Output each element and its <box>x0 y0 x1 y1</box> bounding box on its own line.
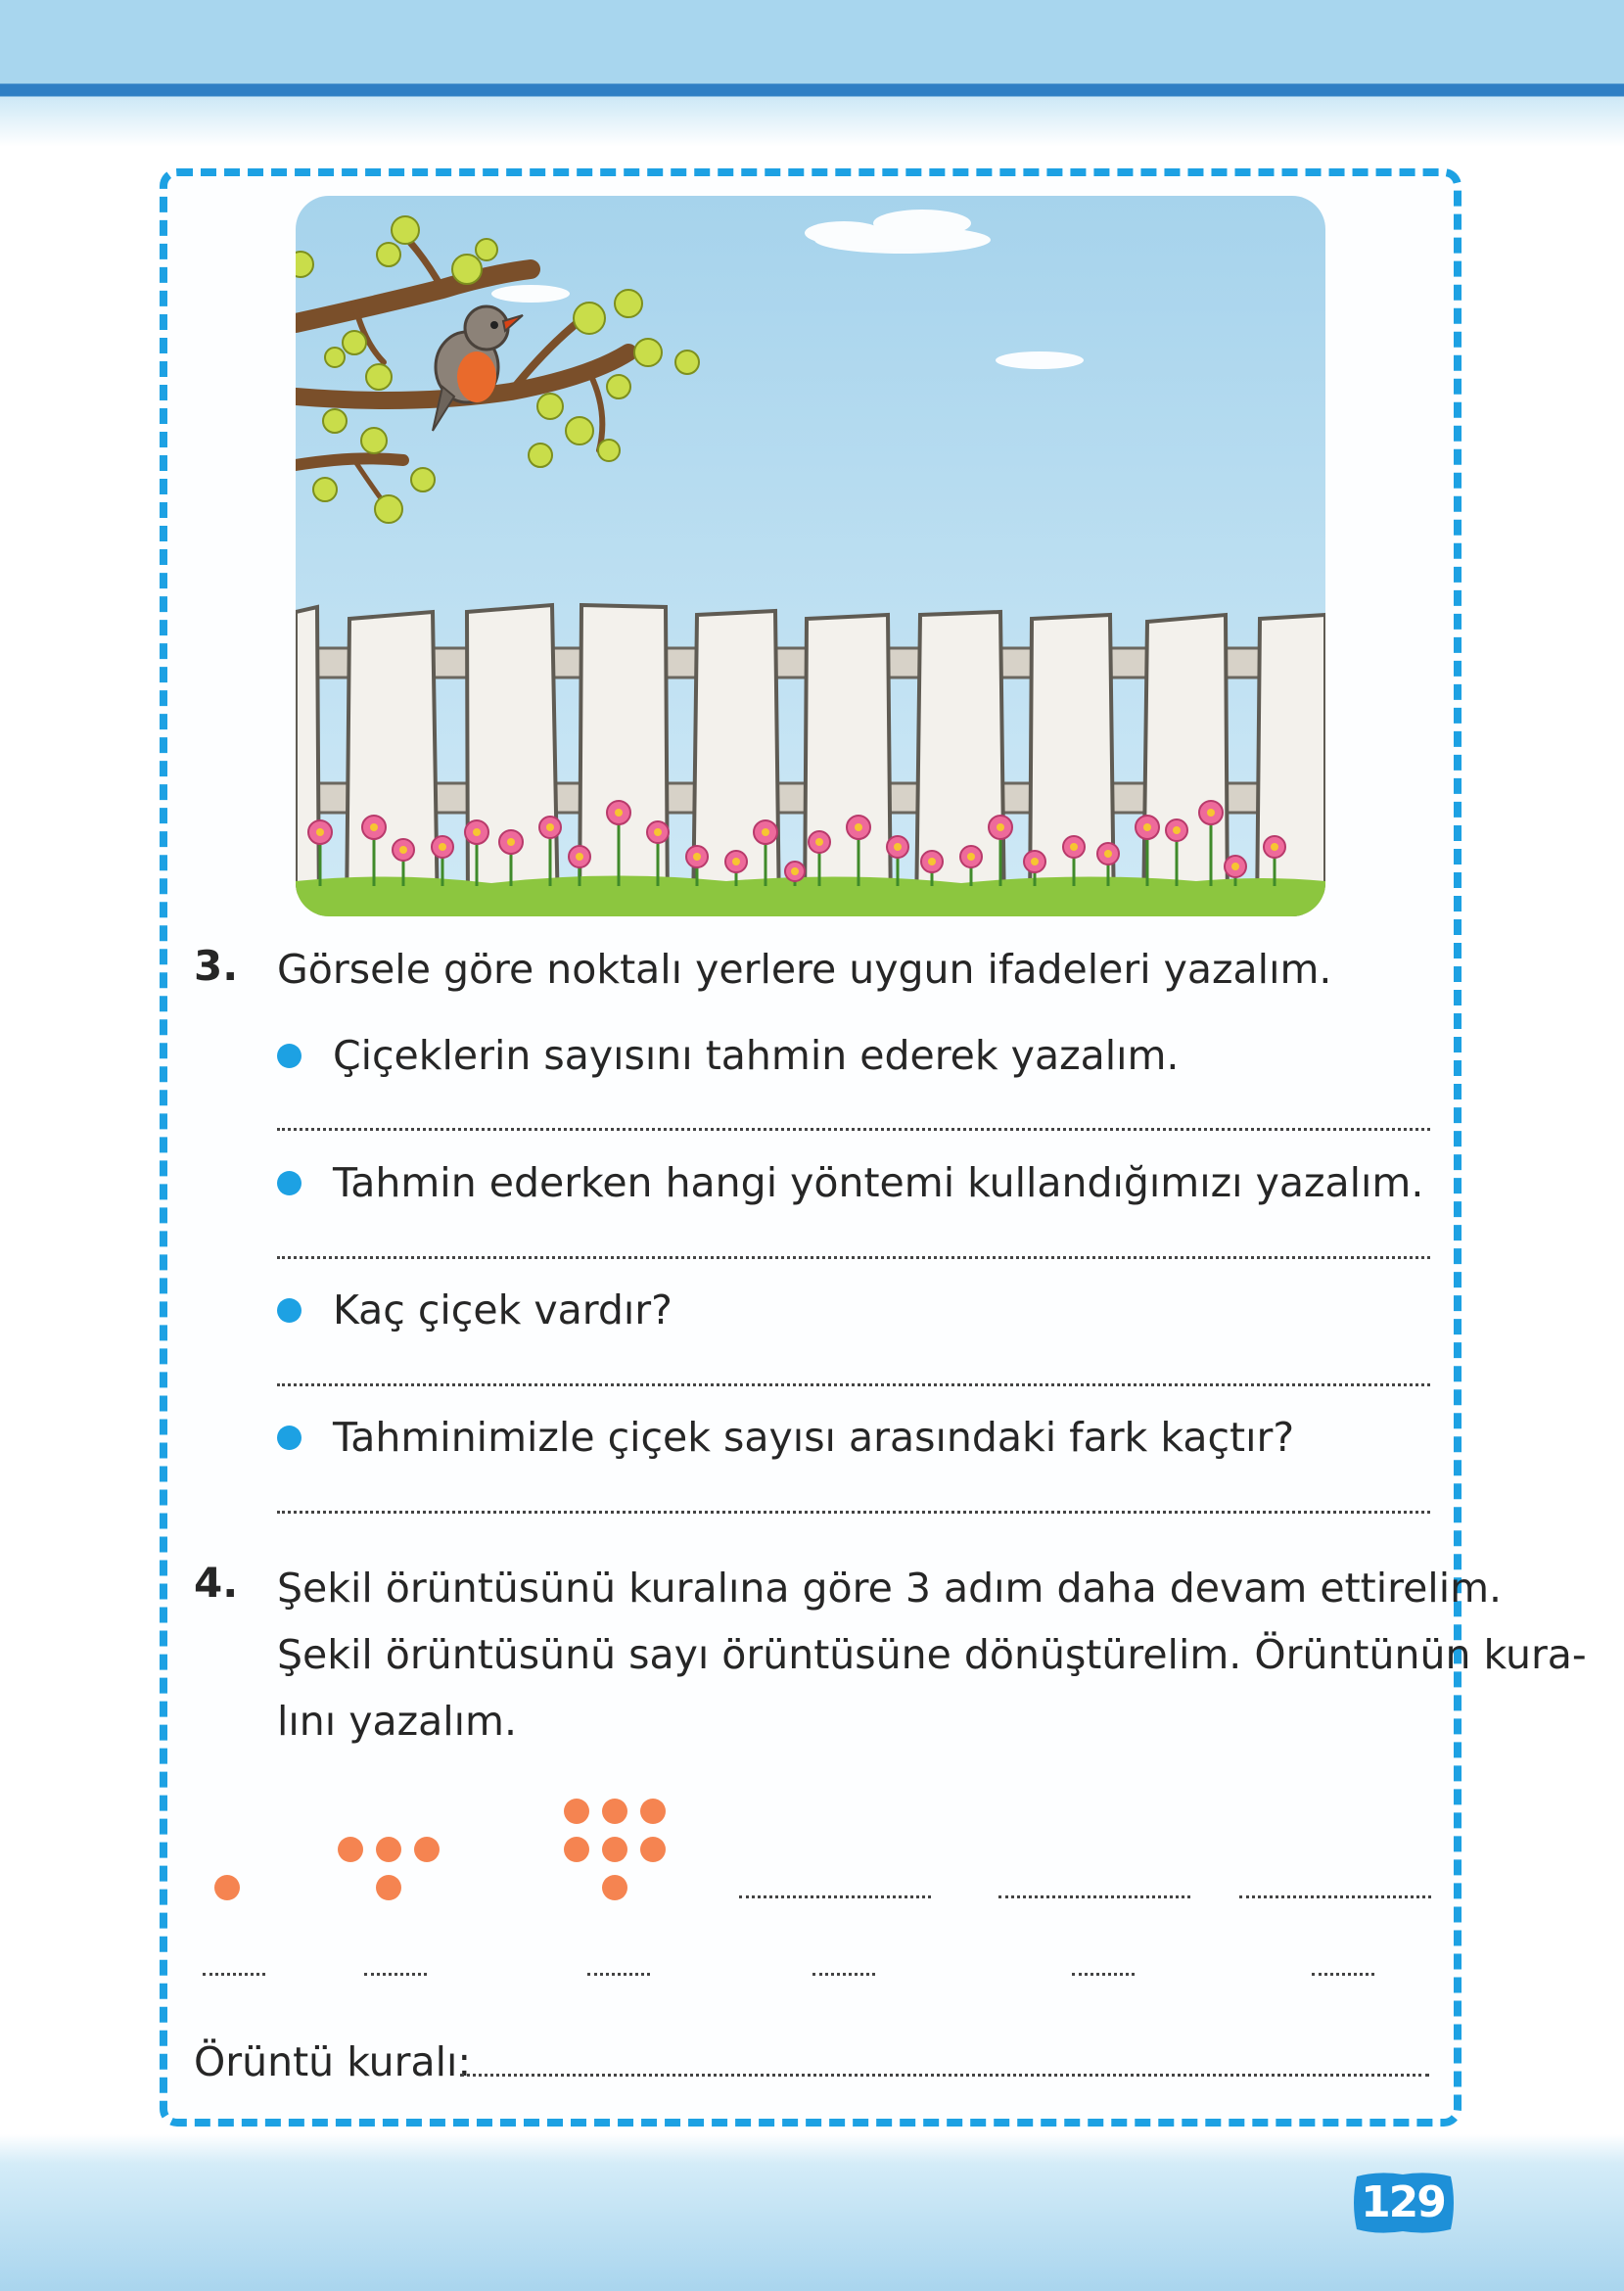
pattern-dot <box>376 1837 401 1862</box>
pattern-dot <box>602 1799 627 1824</box>
pattern-rule-label: Örüntü kuralı: <box>194 2038 472 2085</box>
grass <box>296 875 1325 916</box>
number-blank-6[interactable] <box>1312 1973 1374 1976</box>
pattern-dot <box>214 1875 240 1900</box>
question-3-number: 3. <box>194 942 239 990</box>
pattern-dot <box>338 1837 363 1862</box>
top-header-band <box>0 0 1624 147</box>
answer-line-4[interactable] <box>277 1511 1430 1514</box>
answer-line-2[interactable] <box>277 1256 1430 1259</box>
pattern-dot <box>640 1799 666 1824</box>
number-blank-2[interactable] <box>364 1973 427 1976</box>
pattern-dot <box>564 1799 589 1824</box>
pattern-step-blank-5[interactable] <box>998 1895 1190 1898</box>
answer-line-1[interactable] <box>277 1128 1430 1131</box>
pattern-dot <box>602 1837 627 1862</box>
answer-line-3[interactable] <box>277 1383 1430 1386</box>
question-3-item-2: Tahmin ederken hangi yöntemi kullandığımızı yazalım. <box>333 1159 1424 1206</box>
question-4-line-1: Şekil örüntüsünü kuralına göre 3 adım daha devam ettirelim. <box>277 1565 1503 1612</box>
question-3-item-4: Tahminimizle çiçek sayısı arasındaki fark kaçtır? <box>333 1414 1295 1461</box>
number-blank-4[interactable] <box>812 1973 875 1976</box>
pattern-rule-answer-line[interactable] <box>460 2074 1429 2077</box>
number-blank-5[interactable] <box>1072 1973 1135 1976</box>
page-number: 129 <box>1361 2177 1445 2227</box>
number-blank-3[interactable] <box>587 1973 650 1976</box>
bullet-dot <box>277 1044 302 1068</box>
question-4-number: 4. <box>194 1559 239 1607</box>
bullet-dot <box>277 1171 302 1195</box>
pattern-dot <box>640 1837 666 1862</box>
number-blank-1[interactable] <box>203 1973 265 1976</box>
pattern-dot <box>376 1875 401 1900</box>
question-3-item-1: Çiçeklerin sayısını tahmin ederek yazalım. <box>333 1032 1180 1079</box>
bullet-dot <box>277 1426 302 1450</box>
pattern-dot <box>564 1837 589 1862</box>
question-4-line-2: Şekil örüntüsünü sayı örüntüsüne dönüştürelim. Örüntünün kura- <box>277 1631 1587 1678</box>
pattern-dot <box>414 1837 440 1862</box>
pattern-step-blank-6[interactable] <box>1239 1895 1431 1898</box>
pattern-step-blank-4[interactable] <box>739 1895 931 1898</box>
illustration-scene <box>296 196 1325 916</box>
question-3-prompt: Görsele göre noktalı yerlere uygun ifadeleri yazalım. <box>277 946 1332 993</box>
pattern-dot <box>602 1875 627 1900</box>
bullet-dot <box>277 1298 302 1323</box>
question-3-item-3: Kaç çiçek vardır? <box>333 1286 673 1333</box>
question-4-line-3: lını yazalım. <box>277 1698 517 1745</box>
